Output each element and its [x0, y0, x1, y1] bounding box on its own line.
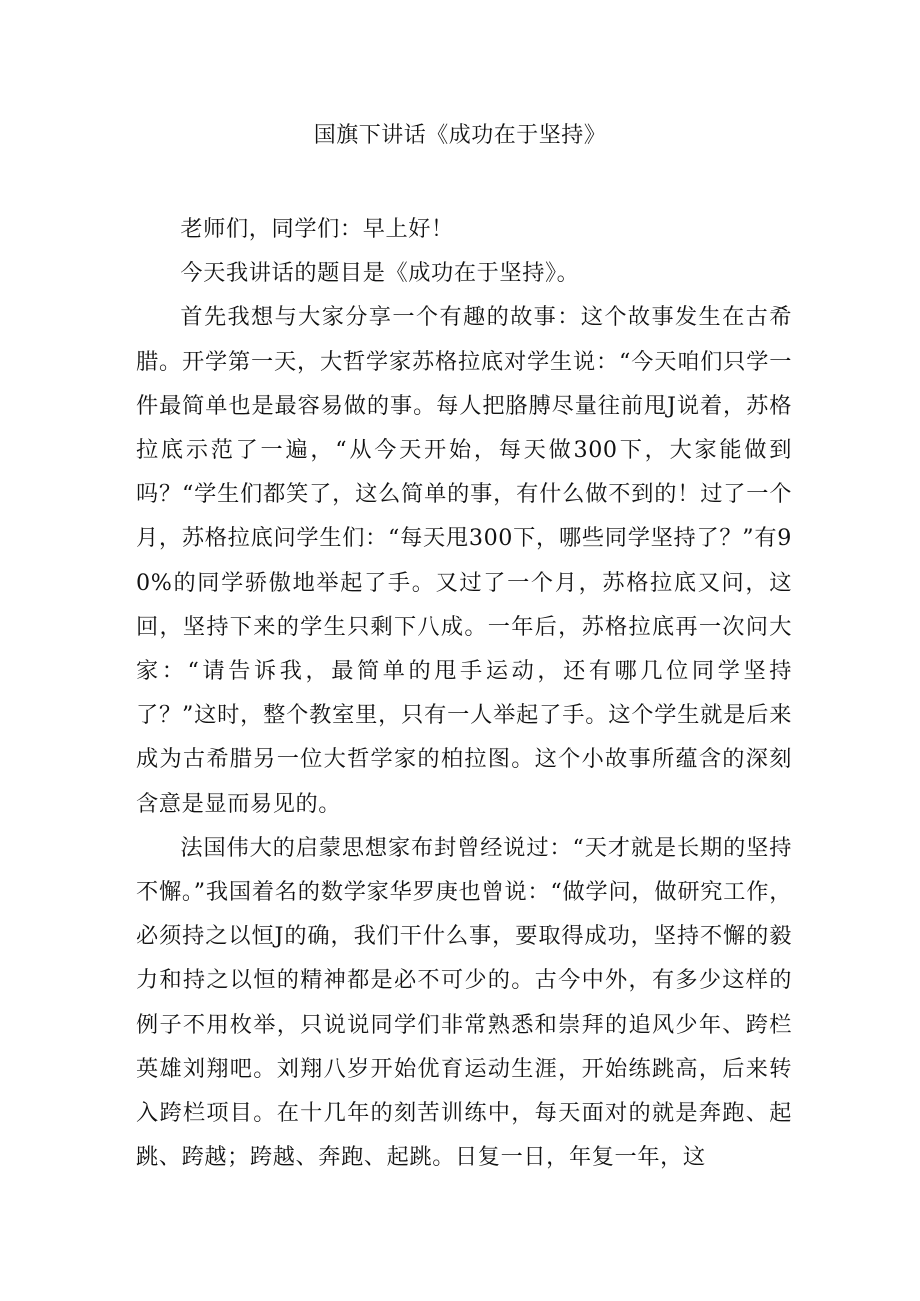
story-paragraph: 首先我想与大家分享一个有趣的故事：这个故事发生在古希腊。开学第一天，大哲学家苏格拉底对学生说：“今天咱们只学一件最简单也是最容易做的事。每人把胳膊尽量往前甩J说着，苏格拉底示范了一遍，“从今天开始，每天做300下，大家能做到吗？“学生们都笑了，这么简单的事，有什么做不到的！过了一个月，苏格拉底问学生们：“每天甩300下，哪些同学坚持了？”有90%的同学骄傲地举起了手。又过了一个月，苏格拉底又问，这回，坚持下来的学生只剩下八成。一年后，苏格拉底再一次问大家：“请告诉我，最简单的甩手运动，还有哪几位同学坚持了？”这时，整个教室里，只有一人举起了手。这个学生就是后来成为古希腊另一位大哲学家的柏拉图。这个小故事所蕴含的深刻含意是显而易见的。	[136, 304, 792, 817]
document-body	[136, 207, 792, 1179]
greeting-paragraph: 老师们，同学们：早上好！	[180, 216, 454, 242]
document-title: 国旗下讲话《成功在于坚持》	[313, 123, 607, 148]
quotes-paragraph: 法国伟大的启蒙思想家布封曾经说过：“天才就是长期的坚持不懈。”我国着名的数学家华罗庚也曾说：“做学问，做研究工作，必须持之以恒J的确，我们干什么事，要取得成功，坚持不懈的毅力和持之以恒的精神都是必不可少的。古今中外，有多少这样的例子不用枚举，只说说同学们非常熟悉和崇拜的追风少年、跨栏英雄刘翔吧。刘翔八岁开始优育运动生涯，开始练跳高，后来转入跨栏项目。在十几年的刻苦训练中，每天面对的就是奔跑、起跳、跨越；跨越、奔跑、起跳。日复一日，年复一年，这	[136, 834, 792, 1171]
topic-paragraph: 今天我讲话的题目是《成功在于坚持》。	[180, 260, 580, 287]
